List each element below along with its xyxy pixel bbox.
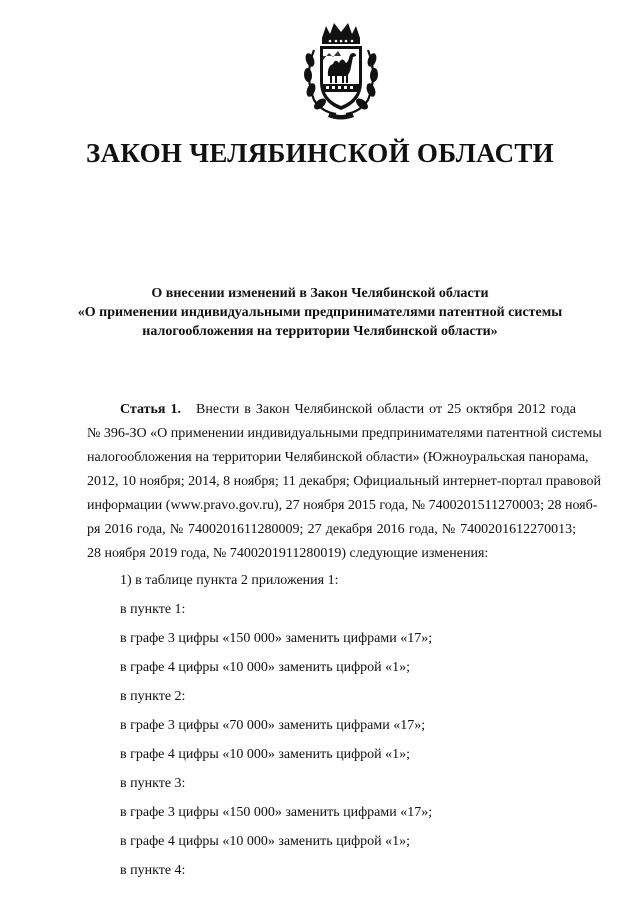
amendment-item: в пункте 4: (120, 863, 186, 878)
amendment-item: в графе 3 цифры «150 000» заменить цифрами «17»; (120, 631, 433, 646)
article-text-line: налогообложения на территории Челябинской области» (Южноуральская панорама, (87, 450, 589, 465)
subject-line: налогообложения на территории Челябинской области» (142, 324, 498, 339)
article-text-line: 2012, 10 ноября; 2014, 8 ноября; 11 декабря; Официальный интернет-портал правовой (87, 474, 602, 489)
amendment-item: в графе 3 цифры «70 000» заменить цифрами «17»; (120, 718, 426, 733)
article-label: Статья 1. (120, 402, 181, 417)
article-first-line (87, 398, 576, 422)
amendment-item: в графе 4 цифры «10 000» заменить цифрой «1»; (120, 834, 411, 849)
amendment-item: в пункте 2: (120, 689, 186, 704)
article-text-line: информации (www.pravo.gov.ru), 27 ноября 2015 года, № 7400201511270003; 28 нояб- (87, 498, 598, 513)
subject-line: «О применении индивидуальными предпринимателями патентной системы (77, 305, 563, 320)
amendment-item: 1) в таблице пункта 2 приложения 1: (120, 573, 339, 588)
article-text-line: № 396-ЗО «О применении индивидуальными предпринимателями патентной системы (87, 426, 602, 441)
law-subject (60, 284, 580, 341)
law-title: ЗАКОН ЧЕЛЯБИНСКОЙ ОБЛАСТИ (86, 138, 554, 168)
amendment-item: в графе 4 цифры «10 000» заменить цифрой «1»; (120, 660, 411, 675)
article-last-line: 28 ноября 2019 года, № 7400201911280019) следующие изменения: (87, 546, 489, 561)
subject-line: О внесении изменений в Закон Челябинской области (151, 286, 489, 301)
amendment-item: в графе 3 цифры «150 000» заменить цифрами «17»; (120, 805, 433, 820)
article-first-line-text: Внести в Закон Челябинской области от 25 октября 2012 года (196, 402, 576, 417)
amendment-item: в графе 4 цифры «10 000» заменить цифрой «1»; (120, 747, 411, 762)
amendment-item: в пункте 1: (120, 602, 186, 617)
amendment-item: в пункте 3: (120, 776, 186, 791)
article-body (87, 398, 602, 885)
article-text-line: ря 2016 года, № 7400201611280009; 27 декабря 2016 года, № 7400201612270013; (87, 522, 576, 537)
coat-of-arms-icon (300, 20, 382, 120)
